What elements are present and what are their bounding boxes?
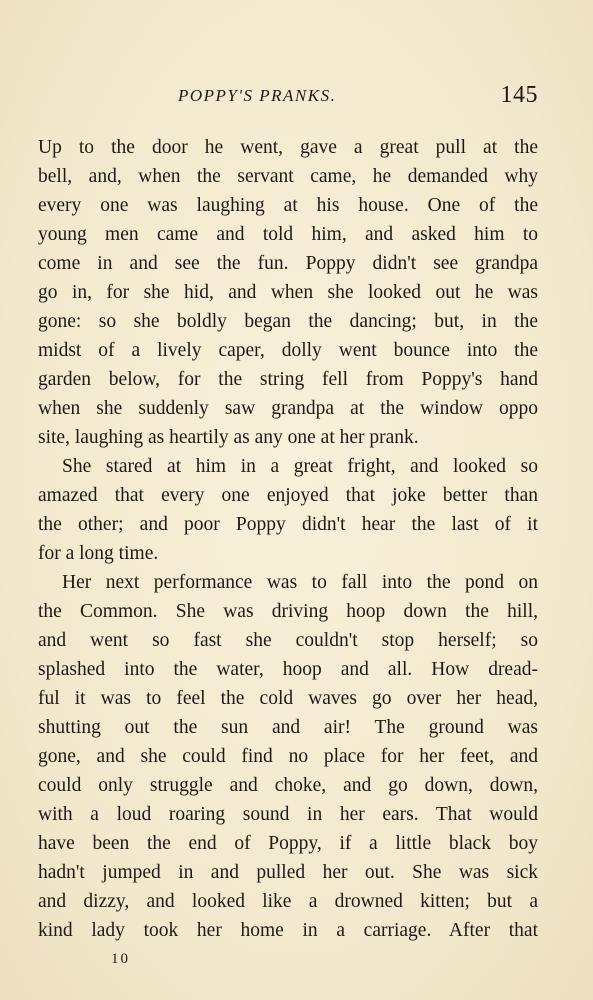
text-line: kind lady took her home in a carriage. After that — [38, 920, 538, 941]
text-line: the Common. She was driving hoop down the hill, — [38, 601, 538, 622]
text-line: for a long time. — [38, 543, 159, 564]
text-line: and went so fast she couldn't stop herself; so — [38, 630, 538, 651]
text-line: ful it was to feel the cold waves go over her head, — [38, 688, 538, 709]
text-line: go in, for she hid, and when she looked out he was — [38, 282, 538, 303]
text-line: splashed into the water, hoop and all. How dread- — [38, 659, 538, 680]
text-line: and dizzy, and looked like a drowned kitten; but a — [38, 891, 538, 912]
text-line: when she suddenly saw grandpa at the window oppo — [38, 398, 538, 419]
paragraph — [38, 452, 538, 568]
text-line: every one was laughing at his house. One of the — [38, 195, 538, 216]
text-line: could only struggle and choke, and go down, down, — [38, 775, 538, 796]
paragraph — [38, 133, 538, 452]
signature-mark: 10 — [111, 951, 130, 967]
text-line: amazed that every one enjoyed that joke better than — [38, 485, 538, 506]
page-number: 145 — [500, 82, 538, 108]
text-line: garden below, for the string fell from Poppy's hand — [38, 369, 538, 390]
text-line: the other; and poor Poppy didn't hear the last of it — [38, 514, 538, 535]
text-line: with a loud roaring sound in her ears. That would — [38, 804, 538, 825]
text-line: Up to the door he went, gave a great pull at the — [38, 137, 538, 158]
text-line: bell, and, when the servant came, he demanded why — [38, 166, 538, 187]
paragraph — [38, 568, 538, 945]
text-line: midst of a lively caper, dolly went bounce into the — [38, 340, 538, 361]
text-line: hadn't jumped in and pulled her out. She was sick — [38, 862, 538, 883]
text-line: shutting out the sun and air! The ground was — [38, 717, 538, 738]
page-header — [38, 82, 538, 112]
running-title: POPPY'S PRANKS. — [178, 86, 337, 105]
body-text — [38, 133, 538, 945]
text-line: site, laughing as heartily as any one at her prank. — [38, 427, 419, 448]
text-line: come in and see the fun. Poppy didn't see grandpa — [38, 253, 538, 274]
text-line: young men came and told him, and asked him to — [38, 224, 538, 245]
text-line: gone, and she could find no place for her feet, and — [38, 746, 538, 767]
text-line: Her next performance was to fall into the pond on — [62, 572, 538, 593]
text-line: gone: so she boldly began the dancing; but, in the — [38, 311, 538, 332]
text-line: have been the end of Poppy, if a little black boy — [38, 833, 538, 854]
text-line: She stared at him in a great fright, and looked so — [62, 456, 538, 477]
